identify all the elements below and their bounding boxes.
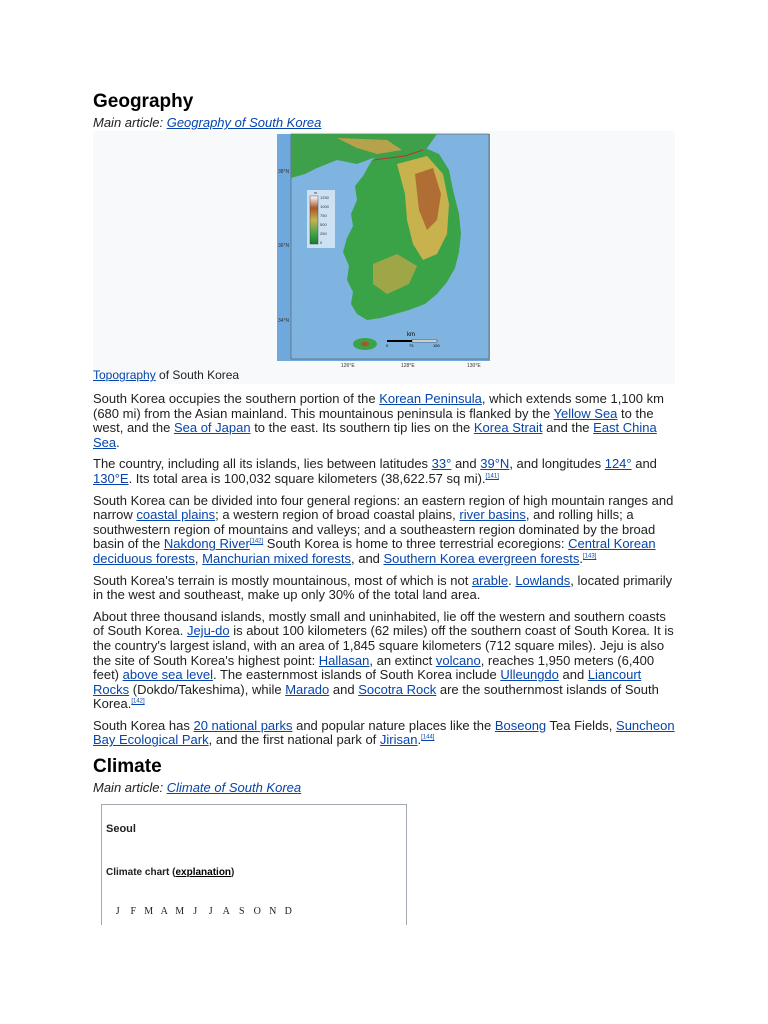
month-label: O bbox=[253, 906, 261, 918]
reference-144-link[interactable]: [144] bbox=[421, 735, 435, 742]
svg-text:1250: 1250 bbox=[320, 195, 329, 200]
geography-main-article-link[interactable]: Geography of South Korea bbox=[166, 115, 322, 130]
topography-map[interactable] bbox=[277, 134, 490, 369]
climate-chart-label: Climate chart (explanation) bbox=[106, 867, 235, 879]
climate-months-row bbox=[110, 906, 296, 917]
svg-text:0: 0 bbox=[386, 343, 389, 348]
svg-text:0: 0 bbox=[320, 240, 323, 245]
month-label: J bbox=[208, 906, 213, 918]
month-label: J bbox=[193, 906, 198, 918]
map-lat-label: 34°N bbox=[278, 318, 290, 324]
river-basins-link[interactable]: river basins bbox=[459, 507, 526, 523]
map-lon-label: 128°E bbox=[401, 363, 415, 369]
socotra-rock-link[interactable]: Socotra Rock bbox=[358, 681, 437, 697]
svg-text:1000: 1000 bbox=[320, 204, 329, 209]
longitude-130-link[interactable]: 130°E bbox=[93, 470, 129, 486]
korean-peninsula-link[interactable]: Korean Peninsula bbox=[379, 391, 482, 406]
reference-142-link[interactable]: [142] bbox=[131, 698, 145, 705]
figure-caption: Topography of South Korea bbox=[93, 368, 240, 382]
map-elevation-legend bbox=[307, 190, 335, 248]
svg-text:750: 750 bbox=[320, 213, 327, 218]
arable-link[interactable]: arable bbox=[471, 572, 509, 588]
geography-hatnote: Main article: Geography of South Korea bbox=[93, 115, 322, 130]
paragraph-6: South Korea has 20 national parks and popular nature places like the Boseong Tea Fields, Suncheon Bay Ecological Park, and the first national park of Jirisan.[144] bbox=[93, 717, 675, 748]
ulleungdo-link[interactable]: Ulleungdo bbox=[500, 667, 559, 683]
climate-main-article-link[interactable]: Climate of South Korea bbox=[166, 780, 302, 796]
climate-heading: Climate bbox=[93, 756, 162, 778]
reference-141-link[interactable]: [141] bbox=[485, 473, 499, 480]
month-label: N bbox=[269, 906, 277, 918]
map-hallasan bbox=[361, 342, 369, 347]
month-label: D bbox=[284, 906, 292, 918]
boseong-link[interactable]: Boseong bbox=[494, 717, 547, 733]
latitude-39-link[interactable]: 39°N bbox=[480, 456, 510, 472]
climate-box-title: Seoul bbox=[106, 823, 136, 836]
korea-strait-link[interactable]: Korea Strait bbox=[473, 420, 543, 436]
reference-142-link[interactable]: [142] bbox=[249, 539, 264, 546]
jirisan-link[interactable]: Jirisan bbox=[379, 732, 418, 748]
central-korean-forests-link[interactable]: Central Korean deciduous forests bbox=[93, 536, 656, 566]
climate-hatnote: Main article: Climate of South Korea bbox=[93, 780, 302, 796]
coastal-plains-link[interactable]: coastal plains bbox=[136, 507, 216, 523]
jeju-do-link[interactable]: Jeju-do bbox=[186, 623, 230, 639]
svg-text:km: km bbox=[407, 332, 415, 338]
map-lat-label: 36°N bbox=[278, 243, 290, 249]
suncheon-bay-link[interactable]: Suncheon Bay Ecological Park bbox=[93, 717, 675, 748]
liancourt-rocks-link[interactable]: Liancourt Rocks bbox=[93, 667, 642, 697]
svg-text:150: 150 bbox=[433, 343, 440, 348]
month-label: S bbox=[238, 906, 245, 918]
month-label: M bbox=[144, 906, 154, 918]
svg-text:m: m bbox=[314, 190, 318, 195]
above-sea-level-link[interactable]: above sea level bbox=[122, 667, 213, 683]
southern-korea-forests-link[interactable]: Southern Korea evergreen forests bbox=[383, 550, 580, 566]
sea-of-japan-link[interactable]: Sea of Japan bbox=[173, 420, 251, 436]
reference-143-link[interactable]: [143] bbox=[582, 553, 597, 560]
paragraph-2: The country, including all its islands, lies between latitudes 33° and 39°N, and longitudes 124° and 130°E. Its total area is 100,032 square kilometers (38,622.57 sq mi).[141] bbox=[93, 456, 657, 486]
paragraph-4: South Korea's terrain is mostly mountainous, most of which is not arable. Lowlands, located primarily in the west and southeast, make up only 30% of the total land area. bbox=[93, 572, 673, 603]
paragraph-5: About three thousand islands, mostly small and uninhabited, lie off the western and southern coasts of South Korea. Jeju-do is about 100 kilometers (62 miles) off the southern coast of South Korea. It is the country's largest island, with an area of 1,845 square kilometers (712 square miles). Jeju is also the site of South Korea's highest point: Hallasan, an extinct volcano, reaches 1,950 meters (6,400 feet) above sea level. The easternmost islands of South Korea include Ulleungdo and Liancourt Rocks (Dokdo/Takeshima), while Marado and Socotra Rock are the southernmost islands of South Korea.[142] bbox=[93, 608, 674, 712]
yellow-sea-link[interactable]: Yellow Sea bbox=[553, 405, 618, 421]
longitude-124-link[interactable]: 124° bbox=[604, 456, 632, 472]
svg-text:500: 500 bbox=[320, 222, 327, 227]
map-lon-label: 126°E bbox=[341, 363, 355, 369]
explanation-link[interactable]: explanation bbox=[175, 867, 232, 879]
article-content bbox=[93, 90, 678, 925]
national-parks-link[interactable]: 20 national parks bbox=[193, 717, 293, 733]
hallasan-link[interactable]: Hallasan bbox=[318, 652, 370, 668]
manchurian-forests-link[interactable]: Manchurian mixed forests bbox=[202, 550, 351, 566]
month-label: J bbox=[115, 906, 120, 918]
latitude-33-link[interactable]: 33° bbox=[431, 456, 452, 472]
paragraph-3: South Korea can be divided into four general regions: an eastern region of high mountain ranges and narrow coastal plains; a western region of broad coastal plains, river basins, and rolling hills; a southwestern region of mountains and valleys; and a southeastern region dominated by the broad basin of the Nakdong River[142] South Korea is home to three terrestrial ecoregions: Central Korean deciduous forests, Manchurian mixed forests, and Southern Korea evergreen forests.[143] bbox=[93, 492, 674, 566]
map-lat-label: 38°N bbox=[278, 169, 290, 175]
marado-link[interactable]: Marado bbox=[285, 681, 330, 697]
climate-chart-box bbox=[101, 804, 407, 925]
topography-figure bbox=[93, 131, 675, 384]
geography-heading: Geography bbox=[93, 91, 194, 112]
month-label: A bbox=[160, 906, 168, 918]
nakdong-river-link[interactable]: Nakdong River bbox=[163, 536, 250, 552]
svg-text:250: 250 bbox=[320, 231, 327, 236]
volcano-link[interactable]: volcano bbox=[435, 652, 481, 668]
lowlands-link[interactable]: Lowlands bbox=[515, 572, 571, 588]
month-label: F bbox=[130, 906, 137, 918]
svg-text:75: 75 bbox=[409, 343, 414, 348]
map-lon-label: 130°E bbox=[467, 363, 481, 369]
topography-link[interactable]: Topography bbox=[93, 368, 156, 382]
month-label: M bbox=[175, 906, 185, 918]
month-label: A bbox=[222, 906, 230, 918]
east-china-sea-link[interactable]: East China Sea bbox=[93, 420, 657, 450]
paragraph-1: South Korea occupies the southern portion of the Korean Peninsula, which extends some 1,100 km (680 mi) from the Asian mainland. This mountainous peninsula is flanked by the Yellow Sea to the west, and the Sea of Japan to the east. Its southern tip lies on the Korea Strait and the East China Sea. bbox=[93, 391, 664, 450]
